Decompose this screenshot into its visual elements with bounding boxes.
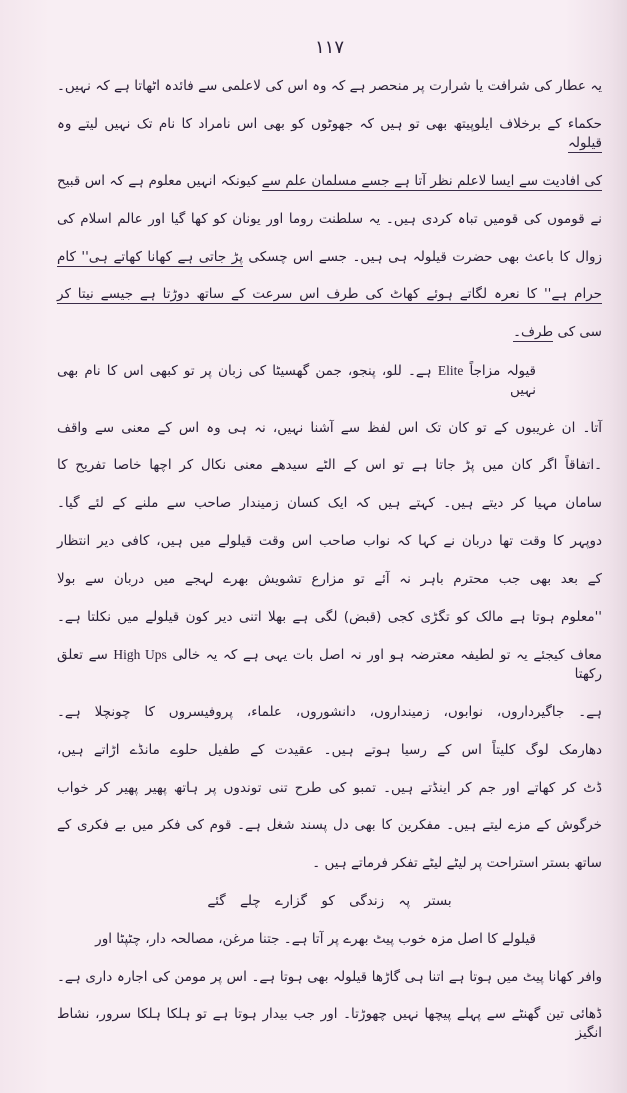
- text-line: [57, 958, 602, 996]
- underlined-text: قیلولہ: [568, 135, 602, 152]
- text-segment: زوال کا باعث بھی حضرت قیلولہ ہی ہیں۔ جسے اس چسکی: [242, 248, 602, 265]
- text-line: [57, 996, 602, 1053]
- text-segment: ساتھ بستر استراحت پر لیٹے لیٹے تفکر فرماتے ہیں ۔: [312, 855, 602, 872]
- text-segment: ہے۔ جاگیرداروں، نوابوں، زمینداروں، دانشوروں، علماء، پروفیسروں کا چونچلا ہے۔: [57, 704, 602, 721]
- text-segment: آتا۔ ان غریبوں کے تو کان تک اس لفظ سے آشنا نہیں، نہ ہی وہ اس کے معنی سے واقف: [57, 419, 602, 436]
- text-line: [57, 636, 602, 694]
- text-line: [57, 694, 602, 732]
- text-segment: نے قوموں کی قومیں تباہ کردی ہیں۔ یہ سلطنت روما اور یونان کو کھا گیا اور عالم اسلام کی: [57, 210, 602, 227]
- text-line: [57, 769, 602, 807]
- text-segment: یہ عطار کی شرافت یا شرارت پر منحصر ہے کہ وہ اس کی لاعلمی سے فائدہ اٹھاتا ہے کہ نہیں۔: [57, 78, 602, 95]
- text-segment: وافر کھانا پیٹ میں ہوتا ہے اتنا ہی گاڑھا قیلولہ بھی ہوتا ہے۔ اس پر مومن کی اجارہ داری ہے۔: [57, 968, 602, 985]
- text-segment: ڈٹ کر کھاتے اور جم کر اینڈتے ہیں۔ تمبو کی طرح تنی توندوں پر ہاتھ پھیر پھیر کر خواب: [57, 779, 602, 796]
- text-body: [57, 68, 602, 1053]
- text-segment: Elite: [437, 362, 464, 378]
- verse-line: [57, 883, 602, 921]
- text-line: [57, 560, 602, 598]
- text-segment: قیلولے کا اصل مزہ خوب پیٹ بھرے پر آتا ہے۔ جتنا مرغن، مصالحہ دار، چٹپٹا اور: [95, 930, 536, 947]
- text-line: [57, 920, 602, 958]
- text-line: [57, 68, 602, 106]
- text-segment: معاف کیجئے یہ تو لطیفہ معترضہ ہو اور نہ اصل بات یہی ہے کہ یہ خالی: [166, 647, 602, 664]
- text-segment: ڈھائی تین گھنٹے سے پہلے پیچھا نہیں چھوڑتا۔ اور جب بیدار ہوتا ہے تو ہلکا ہلکا سرور، نشاط انگیز: [57, 1006, 602, 1042]
- underlined-text: حرام ہے'' کا نعرہ لگاتے ہوئے کھاٹ کی طرف اس سرعت کے ساتھ دوڑتا ہے جیسے نیتا کر: [57, 286, 602, 303]
- text-line: [57, 485, 602, 523]
- text-segment: بستر پہ زندگی کو گزارے چلے گئے: [207, 893, 452, 910]
- page-number: ١١٧: [314, 37, 344, 58]
- text-segment: کیونکہ انہیں معلوم ہے کہ اس قبیح: [57, 172, 262, 189]
- text-segment: سے تعلق رکھتا: [57, 647, 602, 683]
- text-line: [57, 523, 602, 561]
- text-line: [57, 807, 602, 845]
- text-segment: سی کی: [553, 324, 602, 341]
- text-segment: ''معلوم ہوتا ہے مالک کو تگڑی کجی (قبض) لگی ہے بھلا اتنی دیر کون قیلولے میں نکلتا ہے۔: [57, 608, 602, 625]
- text-segment: High Ups: [113, 647, 167, 663]
- text-line: [57, 732, 602, 770]
- text-line: [57, 598, 602, 636]
- text-line: [57, 409, 602, 447]
- text-line: [57, 845, 602, 883]
- underlined-text: طرف۔: [513, 324, 554, 341]
- text-line: [57, 163, 602, 201]
- text-line: [57, 238, 602, 276]
- underlined-text: پڑ جاتی ہے کھانا کھاتے ہی'' کام: [57, 248, 243, 265]
- text-segment: حکماء کے برخلاف ایلوپیتھ بھی تو ہیں کہ جھوٹوں کو بھی اس نامراد کا نام تک نہیں لیتے وہ: [57, 116, 602, 133]
- text-segment: قیولہ مزاجاً: [463, 362, 536, 379]
- text-segment: دھارمک لوگ کلیتاً اس کے رسیا ہوتے ہیں۔ عقیدت کے طفیل حلوے مانڈے اڑاتے ہیں،: [57, 741, 602, 758]
- text-line: [57, 314, 602, 352]
- underlined-text: کی افادیت سے ایسا لاعلم نظر آتا ہے جسے مسلمان علم سے: [261, 172, 602, 189]
- text-segment: ہے۔ للو، پنجو، جمن گھسیٹا کی زبان پر تو کبھی اس کا نام بھی نہیں: [57, 362, 536, 398]
- text-segment: کے بعد بھی جب محترم باہر نہ آئے تو مزارع تشویش بھرے لہجے میں دربان سے بولا: [57, 570, 602, 587]
- text-line: [57, 351, 602, 409]
- text-line: [57, 447, 602, 485]
- text-line: [57, 276, 602, 314]
- text-segment: ۔اتفاقاً اگر کان میں پڑ جاتا ہے تو اس کے الٹے سیدھے معنی نکال کر اچھا خاصا تفریح کا: [57, 457, 602, 474]
- text-segment: خرگوش کے مزے لیتے ہیں۔ مفکرین کا بھی دل پسند شغل ہے۔ قوم کی فکر میں بے فکری کے: [57, 817, 602, 834]
- text-segment: سامان مہیا کر دیتے ہیں۔ کہتے ہیں کہ ایک کسان زمیندار صاحب سے ملنے کے لئے گیا۔: [57, 495, 602, 512]
- text-line: [57, 200, 602, 238]
- text-line: [57, 106, 602, 163]
- text-segment: دوپہر کا وقت تھا دربان نے کہا کہ نواب صاحب اس وقت قیلولے میں ہیں، کافی دیر انتظار: [57, 532, 602, 549]
